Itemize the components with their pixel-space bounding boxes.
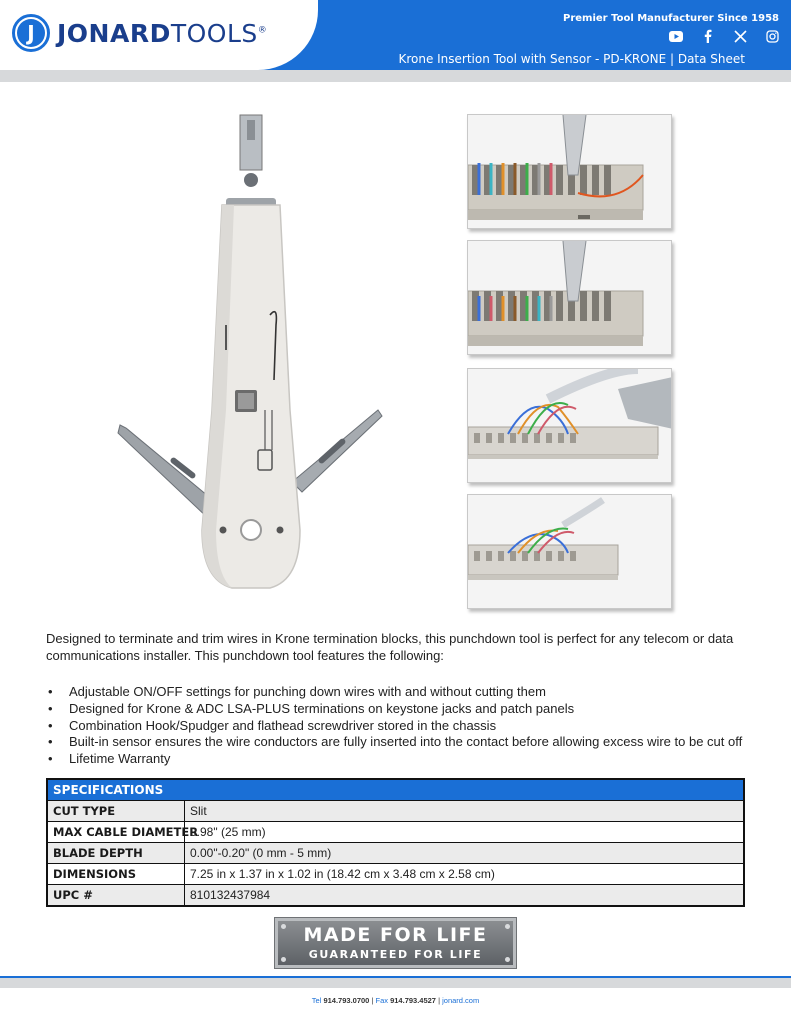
feature-list: [46, 684, 766, 768]
spec-label: UPC #: [48, 885, 185, 905]
spec-value: Slit: [190, 804, 207, 818]
specifications-table: [46, 778, 745, 907]
product-description: Designed to terminate and trim wires in Krone termination blocks, this punchdown tool is perfect for any telecom or data communications installer. This punchdown tool features the following:: [46, 631, 734, 663]
document-title: Krone Insertion Tool with Sensor - PD-KRONE | Data Sheet: [398, 52, 745, 66]
registered-mark: ®: [257, 25, 268, 36]
brand-wordmark[interactable]: [57, 19, 267, 48]
footer-band: [0, 978, 791, 988]
spec-value: 810132437984: [190, 888, 271, 902]
feature-item: • Built-in sensor ensures the wire conductors are fully inserted into the contact before allowing excess wire to be cut off: [46, 734, 766, 751]
fax-label: Fax: [375, 996, 388, 1005]
brand-light: TOOLS: [170, 19, 258, 48]
feature-item: • Lifetime Warranty: [46, 751, 766, 768]
product-image: [110, 110, 400, 600]
specifications-heading: SPECIFICATIONS: [48, 780, 743, 800]
footer-contact: [0, 996, 791, 1005]
table-row: [48, 800, 743, 821]
spec-label: MAX CABLE DIAMETER: [48, 822, 185, 842]
header-divider: [0, 70, 791, 82]
feature-item: • Adjustable ON/OFF settings for punching down wires with and without cutting them: [46, 684, 766, 701]
tel-number[interactable]: 914.793.0700: [323, 996, 370, 1005]
spec-value: 0.00"-0.20" (0 mm - 5 mm): [190, 846, 332, 860]
x-icon[interactable]: [731, 28, 749, 44]
feature-item: • Designed for Krone & ADC LSA-PLUS terminations on keystone jacks and patch panels: [46, 701, 766, 718]
feature-item: • Combination Hook/Spudger and flathead screwdriver stored in the chassis: [46, 718, 766, 735]
youtube-icon[interactable]: [667, 28, 685, 44]
logo-panel: [0, 0, 318, 70]
table-row: [48, 821, 743, 842]
tagline: Premier Tool Manufacturer Since 1958: [563, 13, 779, 24]
badge-line-1: MADE FOR LIFE: [303, 924, 488, 946]
fax-number: 914.793.4527: [390, 996, 436, 1005]
spec-label: CUT TYPE: [48, 801, 185, 821]
thumbnail-image-4: [467, 494, 672, 609]
thumbnail-image-2: [467, 240, 672, 355]
website-link[interactable]: jonard.com: [442, 996, 480, 1005]
tel-label: Tel: [311, 996, 322, 1005]
table-row: [48, 842, 743, 863]
made-for-life-badge: [275, 918, 516, 968]
spec-label: DIMENSIONS: [48, 864, 185, 884]
specifications-body: [48, 800, 743, 905]
logo-mark-letter: J: [17, 19, 45, 47]
footer-separator: |: [371, 996, 374, 1005]
footer-separator: |: [438, 996, 441, 1005]
thumbnail-image-1: [467, 114, 672, 229]
jonard-logo-icon[interactable]: [12, 14, 50, 52]
brand-bold: JONARD: [57, 19, 171, 48]
badge-line-2: GUARANTEED FOR LIFE: [308, 948, 483, 961]
thumbnail-image-3: [467, 368, 672, 483]
spec-label: BLADE DEPTH: [48, 843, 185, 863]
social-links: [667, 28, 781, 44]
facebook-icon[interactable]: [699, 28, 717, 44]
spec-value: 7.25 in x 1.37 in x 1.02 in (18.42 cm x 3.48 cm x 2.58 cm): [190, 867, 495, 881]
instagram-icon[interactable]: [763, 28, 781, 44]
table-row: [48, 884, 743, 905]
table-row: [48, 863, 743, 884]
spec-value: 0.98" (25 mm): [190, 825, 266, 839]
